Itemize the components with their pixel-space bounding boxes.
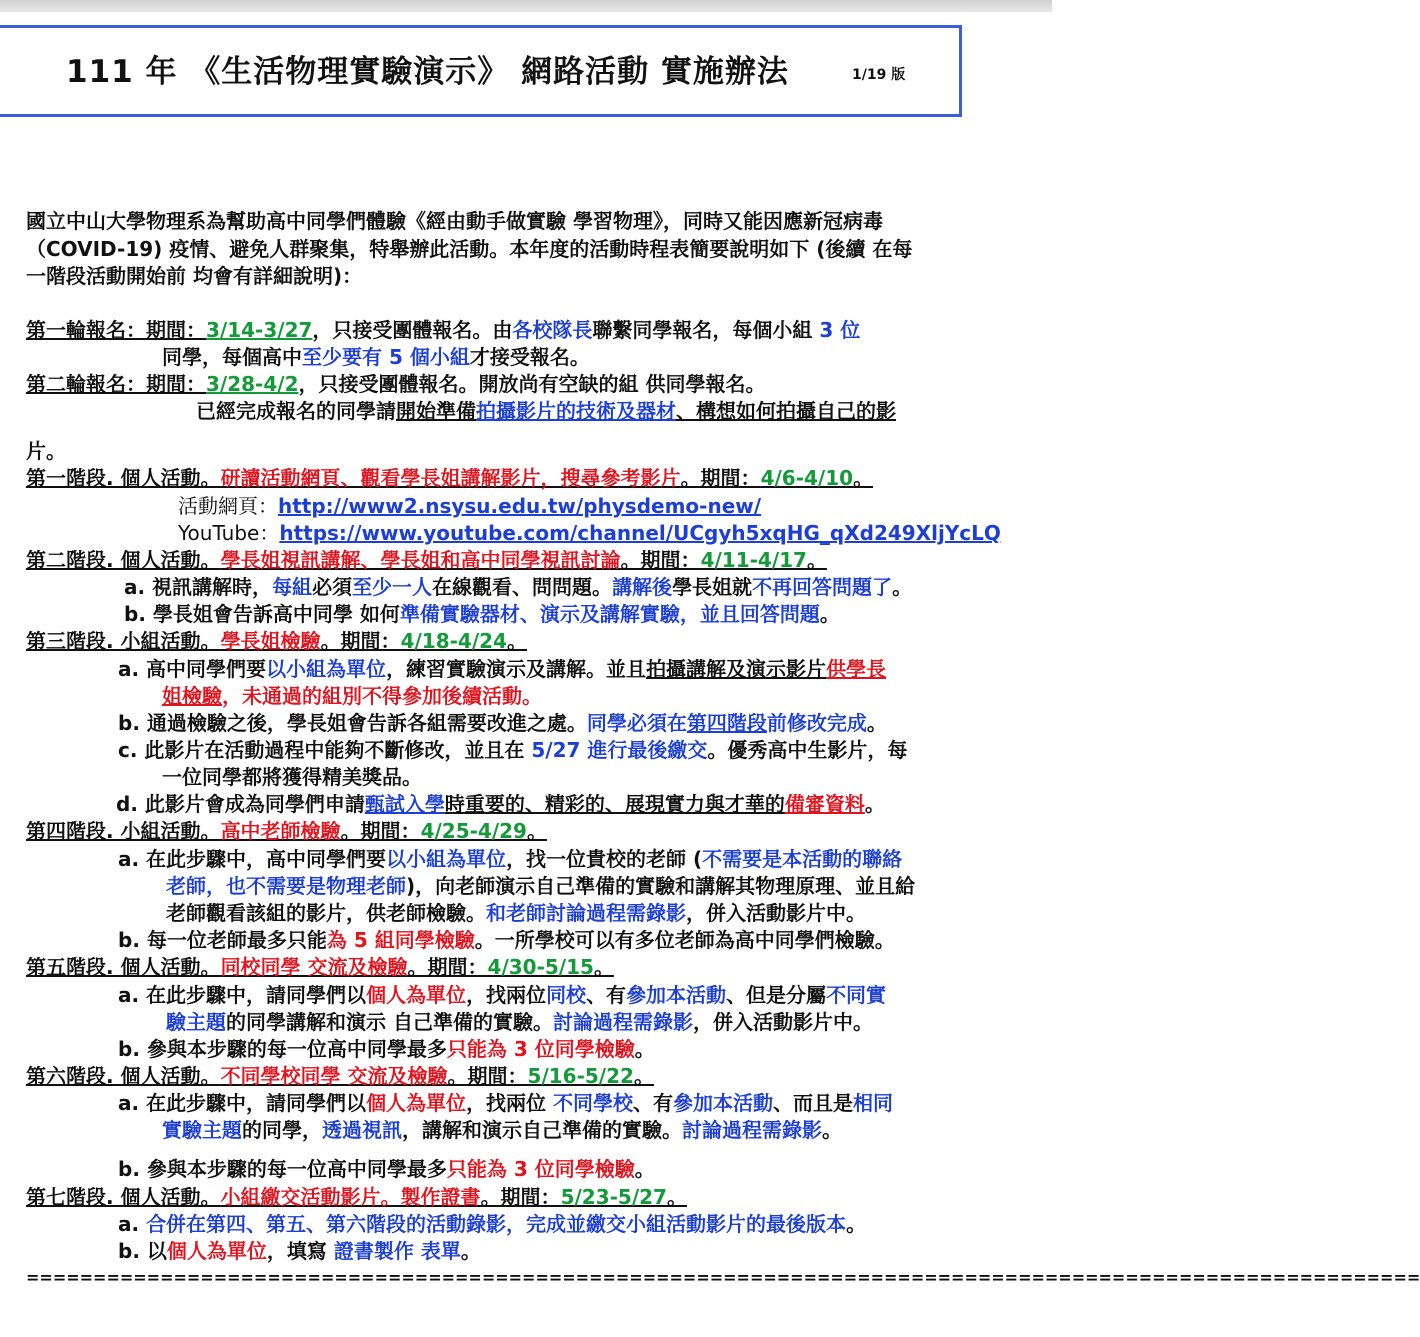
stage-2-item-b: b. 學長姐會告訴高中同學 如何準備實驗器材、演示及講解實驗，並且回答問題。 [124, 602, 840, 626]
top-toolbar-strip [0, 0, 1052, 12]
registration-2-line-2: 已經完成報名的同學請開始準備拍攝影片的技術及器材、構想如何拍攝自己的影 [196, 399, 896, 423]
stage-1-youtube: YouTube：https://www.youtube.com/channel/UCgyh5xqHG_qXd249XljYcLQ [178, 521, 1001, 545]
stage-3-item-b: b. 通過檢驗之後，學長姐會告訴各組需要改進之處。同學必須在第四階段前修改完成。 [118, 711, 887, 735]
stage-5-item-b: b. 參與本步驟的每一位高中同學最多只能為 3 位同學檢驗。 [118, 1037, 655, 1061]
registration-2: 第二輪報名：期間：3/28-4/2，只接受團體報名。開放尚有空缺的組 供同學報名。 [26, 372, 766, 396]
stage-5-item-a-cont: 驗主題的同學講解和演示 自己準備的實驗。討論過程需錄影，併入活動影片中。 [166, 1010, 873, 1034]
reg1-label: 第一輪報名 [26, 318, 126, 342]
stage-6-item-a-cont: 實驗主題的同學，透過視訊，講解和演示自己準備的實驗。討論過程需錄影。 [162, 1118, 842, 1142]
stage-3-item-c-cont: 一位同學都將獲得精美獎品。 [162, 765, 422, 789]
registration-1-line-2: 同學，每個高中至少要有 5 個小組才接受報名。 [162, 345, 590, 369]
youtube-link[interactable]: https://www.youtube.com/channel/UCgyh5xqHG_qXd249XljYcLQ [279, 521, 1001, 545]
intro-line-1: 國立中山大學物理系為幫助高中同學們體驗《經由動手做實驗 學習物理》，同時又能因應新冠病毒 [26, 209, 883, 233]
stage-4-item-a-cont-2: 老師觀看該組的影片，供老師檢驗。和老師討論過程需錄影，併入活動影片中。 [166, 901, 866, 925]
stage-4-header: 第四階段. 小組活動。高中老師檢驗。期間：4/25-4/29。 [26, 819, 547, 843]
stage-6-header: 第六階段. 個人活動。不同學校同學 交流及檢驗。期間：5/16-5/22。 [26, 1064, 654, 1088]
stage-7-item-b: b. 以個人為單位，填寫 證書製作 表單。 [118, 1239, 481, 1263]
stage-4-item-a: a. 在此步驟中，高中同學們要以小組為單位，找一位貴校的老師 (不需要是本活動的聯絡 [118, 847, 903, 871]
activity-web-link[interactable]: http://www2.nsysu.edu.tw/physdemo-new/ [278, 494, 762, 518]
stage-2-item-a: a. 視訊講解時，每組必須至少一人在線觀看、問問題。講解後學長姐就不再回答問題了。 [124, 575, 913, 599]
reg1-period: 3/14-3/27 [206, 318, 313, 342]
stage-3-header: 第三階段. 小組活動。學長姐檢驗。期間：4/18-4/24。 [26, 629, 527, 653]
certificate-form-link[interactable]: 證書製作 表單 [333, 1239, 461, 1263]
stage-6-item-a: a. 在此步驟中，請同學們以個人為單位，找兩位 不同學校、有參加本活動、而且是相同 [118, 1091, 894, 1115]
stage-3-item-a: a. 高中同學們要以小組為單位，練習實驗演示及講解。並且拍攝講解及演示影片供學長 [118, 657, 887, 681]
reg2-label: 第二輪報名 [26, 372, 126, 396]
stage-1-web: 活動網頁：http://www2.nsysu.edu.tw/physdemo-new/ [178, 494, 762, 518]
intro-line-2: （COVID-19) 疫情、避免人群聚集，特舉辦此活動。本年度的活動時程表簡要說明如下 (後續 在每 [26, 237, 913, 261]
stage-3-item-a-cont: 姐檢驗，未通過的組別不得參加後續活動。 [162, 684, 542, 708]
stage-3-item-c: c. 此影片在活動過程中能夠不斷修改，並且在 5/27 進行最後繳交。優秀高中生影片，每 [118, 738, 908, 762]
stage-2-header: 第二階段. 個人活動。學長姐視訊講解、學長姐和高中同學視訊討論。期間：4/11-4/17。 [26, 548, 827, 572]
page-title: 111 年 《生活物理實驗演示》 網路活動 實施辦法 [66, 54, 789, 90]
version-label: 1/19 版 [852, 67, 906, 83]
stage-1-header: 第一階段. 個人活動。研讀活動網頁、觀看學長姐講解影片，搜尋參考影片。期間：4/6-4/10。 [26, 466, 874, 490]
stage-5-header: 第五階段. 個人活動。同校同學 交流及檢驗。期間：4/30-5/15。 [26, 955, 614, 979]
registration-1: 第一輪報名：期間：3/14-3/27，只接受團體報名。由各校隊長聯繫同學報名，每個小組 3 位 [26, 318, 861, 342]
stage-7-item-a: a. 合併在第四、第五、第六階段的活動錄影，完成並繳交小組活動影片的最後版本。 [118, 1212, 867, 1236]
stage-5-item-a: a. 在此步驟中，請同學們以個人為單位，找兩位同校、有參加本活動、但是分屬不同實 [118, 983, 887, 1007]
stage-4-item-a-cont-1: 老師，也不需要是物理老師)，向老師演示自己準備的實驗和講解其物理原理、並且給 [166, 874, 916, 898]
stage-4-item-b: b. 每一位老師最多只能為 5 組同學檢驗。一所學校可以有多位老師為高中同學們檢驗。 [118, 928, 895, 952]
registration-2-line-3: 片。 [26, 439, 66, 463]
stage-6-item-b: b. 參與本步驟的每一位高中同學最多只能為 3 位同學檢驗。 [118, 1157, 655, 1181]
divider-line: ======================================================================================================== [26, 1268, 1420, 1287]
stage-3-item-d: d. 此影片會成為同學們申請甄試入學時重要的、精彩的、展現實力與才華的備審資料。 [116, 792, 885, 816]
reg2-period: 3/28-4/2 [206, 372, 299, 396]
stage-7-header: 第七階段. 個人活動。小組繳交活動影片。製作證書。期間：5/23-5/27。 [26, 1185, 687, 1209]
intro-line-3: 一階段活動開始前 均會有詳細說明)： [26, 264, 363, 288]
